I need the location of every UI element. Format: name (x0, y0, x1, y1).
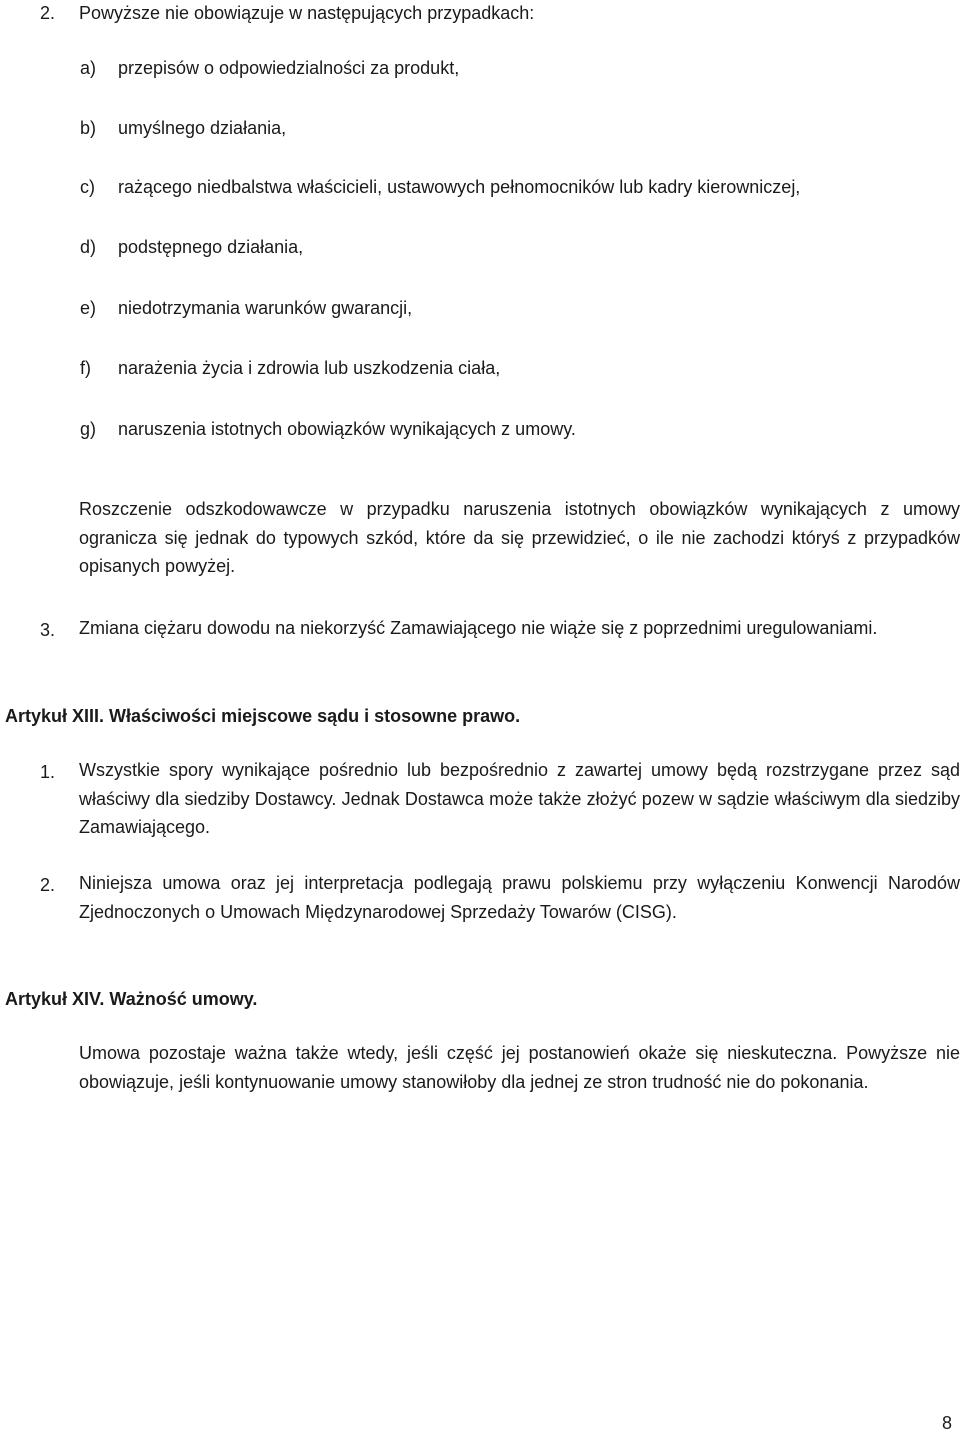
page-number: 8 (941, 1413, 952, 1433)
list-item-letter: e) (80, 298, 97, 318)
section-2-number: 2. (40, 3, 56, 23)
list-item-letter: d) (80, 237, 97, 257)
list-item-text: niedotrzymania warunków gwarancji, (118, 298, 413, 318)
list-item-text: podstępnego działania, (118, 237, 304, 257)
list-item-letter: a) (80, 58, 97, 78)
list-item-text: narażenia życia i zdrowia lub uszkodzenia ciała, (118, 358, 501, 378)
article-13-point-2-number: 2. (40, 875, 56, 895)
claim-paragraph: Roszczenie odszkodowawcze w przypadku naruszenia istotnych obowiązków wynikających z umowy ogranicza się jednak do typowych szkód, które da się przewidzieć, o ile nie zachodzi któryś z przypadków opisanych powyżej. (79, 499, 960, 576)
list-item-text: przepisów o odpowiedzialności za produkt, (118, 58, 460, 78)
article-13-point-2-text: Niniejsza umowa oraz jej interpretacja podlegają prawu polskiemu przy wyłączeniu Konwencji Narodów Zjednoczonych o Umowach Międzynarodowej Sprzedaży Towarów (CISG). (79, 873, 960, 922)
list-item-letter: c) (80, 177, 95, 197)
article-14-heading: Artykuł XIV. Ważność umowy. (5, 989, 258, 1009)
list-item-text: rażącego niedbalstwa właścicieli, ustawowych pełnomocników lub kadry kierowniczej, (118, 177, 801, 197)
section-2-intro: Powyższe nie obowiązuje w następujących przypadkach: (79, 3, 535, 23)
list-item-text: naruszenia istotnych obowiązków wynikających z umowy. (118, 419, 576, 439)
article-14-text: Umowa pozostaje ważna także wtedy, jeśli część jej postanowień okaże się nieskuteczna. Powyższe nie obowiązuje, jeśli kontynuowanie umowy stanowiłoby dla jednej ze stron trudność nie do pokonania. (79, 1043, 960, 1092)
article-13-point-1-text: Wszystkie spory wynikające pośrednio lub bezpośrednio z zawartej umowy będą rozstrzygane przez sąd właściwy dla siedziby Dostawcy. Jednak Dostawca może także złożyć pozew w sądzie właściwym dla siedziby Zamawiającego. (79, 760, 960, 837)
list-item-letter: b) (80, 118, 97, 138)
section-3-text: Zmiana ciężaru dowodu na niekorzyść Zamawiającego nie wiąże się z poprzednimi uregulowaniami. (79, 618, 878, 638)
list-item-letter: g) (80, 419, 97, 439)
article-13-heading: Artykuł XIII. Właściwości miejscowe sądu i stosowne prawo. (5, 706, 521, 726)
list-item-text: umyślnego działania, (118, 118, 287, 138)
list-item-letter: f) (80, 358, 91, 378)
article-13-point-1-number: 1. (40, 762, 56, 782)
section-3-number: 3. (40, 620, 56, 640)
